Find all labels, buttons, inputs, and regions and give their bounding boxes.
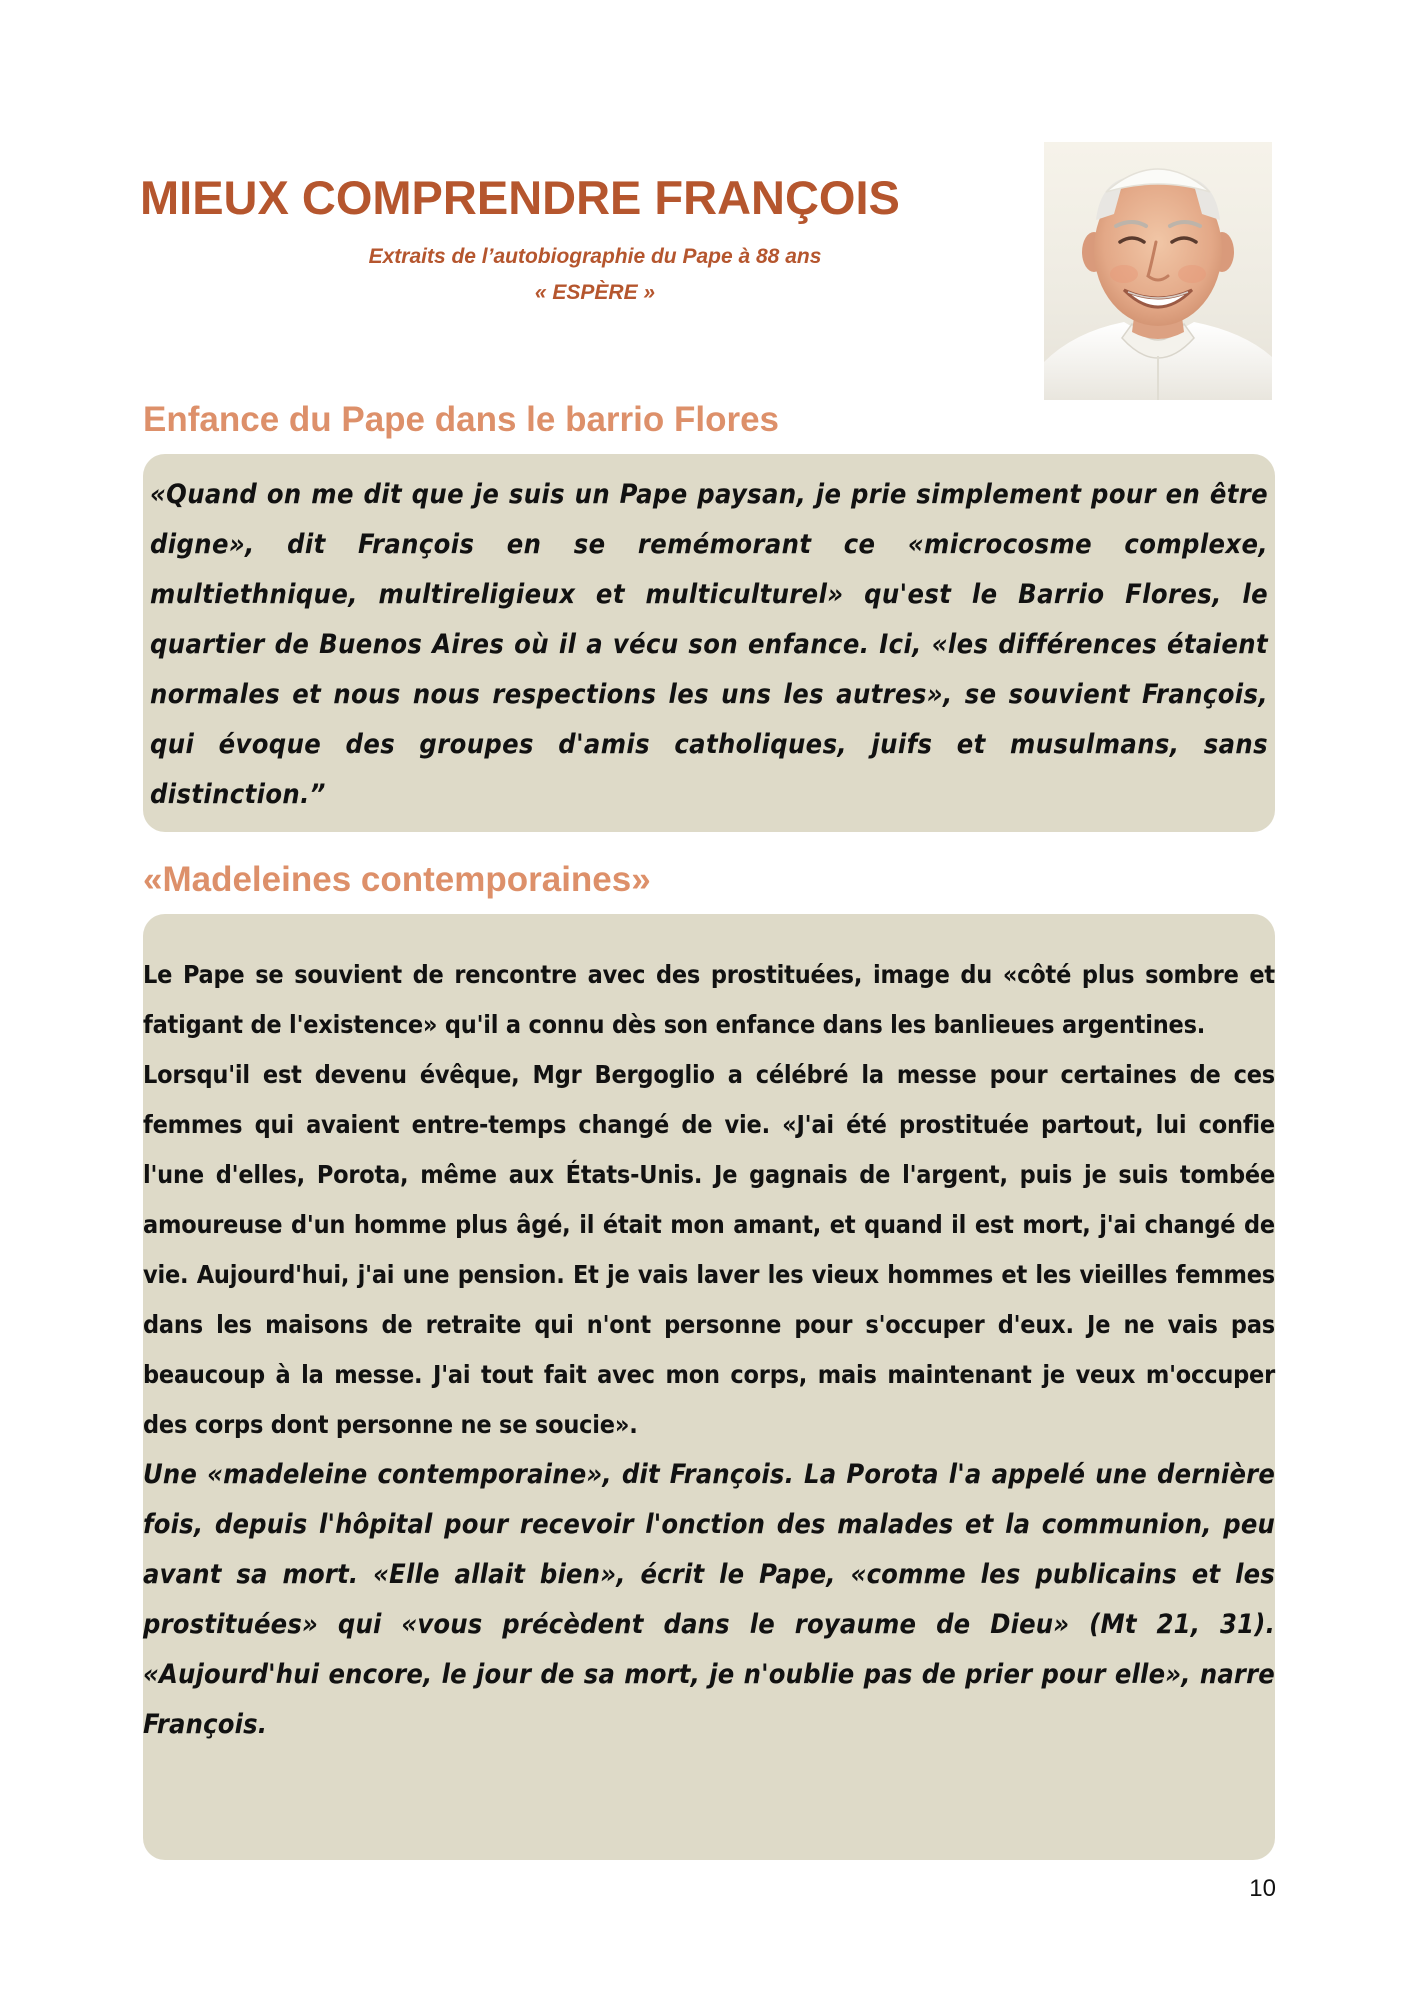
paragraph-contemporary-madeleine: Une «madeleine contemporaine», dit François. La Porota l'a appelé une dernière fois, depuis l'hôpital pour recevoir l'onction des malades et la communion, peu avant sa mort. «Elle allait bien», écrit le Pape, «comme les publicains et les prostituées» qui «vous précèdent dans le royaume de Dieu» (Mt 21, 31). «Aujourd'hui encore, le jour de sa mort, je n'oublie pas de prier pour elle», narre François. [143,1459,1275,1740]
pope-portrait-illustration [1044,142,1272,400]
page-number: 10 [1249,1875,1276,1902]
quote-box-childhood [143,454,1275,832]
section-heading-madeleines: «Madeleines contemporaines» [143,860,651,899]
subtitle-book-title: « ESPÈRE » [534,281,656,304]
text-box-madeleines [143,914,1275,1860]
section-heading-childhood: Enfance du Pape dans le barrio Flores [143,400,780,439]
page-title: MIEUX COMPRENDRE FRANÇOIS [140,171,900,224]
paragraph-porota-testimony: Lorsqu'il est devenu évêque, Mgr Bergoglio a célébré la messe pour certaines de ces femmes qui avaient entre-temps changé de vie. «J'ai été prostituée partout, lui confie l'une d'elles, Porota, même aux États-Unis. Je gagnais de l'argent, puis je suis tombée amoureuse d'un homme plus âgé, il était mon amant, et quand il est mort, j'ai changé de vie. Aujourd'hui, j'ai une pension. Et je vais laver les vieux hommes et les vieilles femmes dans les maisons de retraite qui n'ont personne pour s'occuper d'eux. Je ne vais pas beaucoup à la messe. J'ai tout fait avec mon corps, mais maintenant je veux m'occuper des corps dont personne ne se soucie». [143,1060,1275,1439]
subtitle-source: Extraits de l’autobiographie du Pape à 88 ans [368,245,822,268]
pope-portrait-image [1044,142,1272,400]
paragraph-memories: Le Pape se souvient de rencontre avec des prostituées, image du «côté plus sombre et fatigant de l'existence» qu'il a connu dès son enfance dans les banlieues argentines. [143,960,1275,1039]
paragraph-childhood: «Quand on me dit que je suis un Pape paysan, je prie simplement pour en être digne», dit François en se remémorant ce «microcosme complexe, multiethnique, multireligieux et multiculturel» qu'est le Barrio Flores, le quartier de Buenos Aires où il a vécu son enfance. Ici, «les différences étaient normales et nous nous respections les uns les autres», se souvient François, qui évoque des groupes d'amis catholiques, juifs et musulmans, sans distinction.” [150,479,1268,810]
